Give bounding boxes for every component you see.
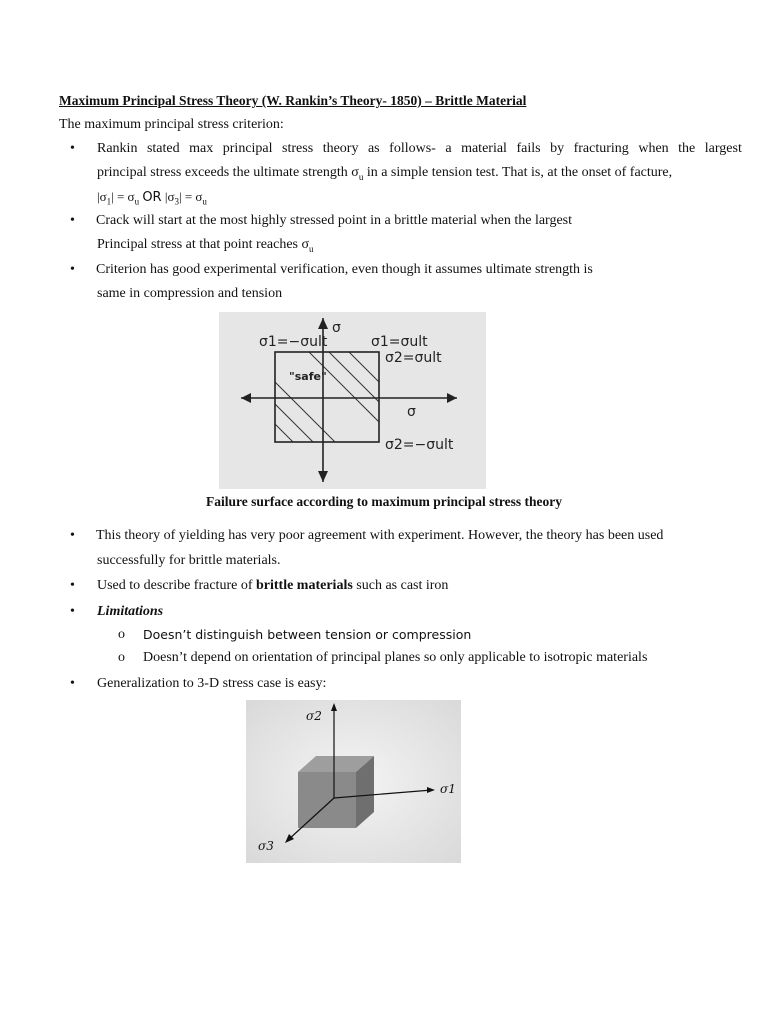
bullet-marker: • [70,141,75,156]
label-axis-right: σ [407,404,416,420]
word: stated [146,141,180,156]
word: largest [704,141,742,156]
bullet1-line3: $|\sigma_1| = \sigma_u$ OR $|\sigma_3| = \sigma_u$ [97,189,207,207]
cube-front-face [298,772,356,828]
bullet2-line1: Crack will start at the most highly stressed point in a brittle material when the largest [96,213,573,228]
section-heading: Maximum Principal Stress Theory (W. Rankin’s Theory- 1850) – Brittle Material [59,93,527,108]
label-sigma2-neg: σ2=−σult [385,437,454,453]
word: principal [222,141,273,156]
label-sigma3: σ3 [258,839,274,853]
arrow-down-icon [318,471,328,482]
bullet2-line2: Principal stress at that point reaches $\sigma_u$ [97,237,314,254]
word: as [367,141,380,156]
bullet-marker: • [70,528,75,543]
bullet-marker: • [70,262,75,277]
stress-3d-diagram [246,700,461,863]
bullet4-line1: This theory of yielding has very poor agreement with experiment. However, the theory has been used [96,528,664,543]
word: material [461,141,507,156]
intro-text: The maximum principal stress criterion: [59,117,284,132]
bullet3-line1: Criterion has good experimental verification, even though it assumes ultimate strength is [96,262,593,277]
bullet-marker: • [70,676,75,691]
hatch-lines [275,352,389,448]
word: by [550,141,565,156]
label-sigma2: σ2 [306,709,322,723]
bullet-marker: • [70,578,75,593]
label-axis-up: σ [332,320,341,336]
failure-surface-diagram [219,312,486,489]
word: a [445,141,452,156]
word: max [189,141,214,156]
arrow-up-icon [318,318,328,329]
bullet7-text: Generalization to 3-D stress case is easy: [97,676,327,691]
word: fails [516,141,541,156]
bullet1-line1 [97,141,742,157]
failure-surface-figure [219,312,486,489]
limitations-label: Limitations [97,604,164,619]
sub-bullet-marker: o [118,627,125,642]
figure1-caption: Failure surface according to maximum principal stress theory [205,494,563,509]
bullet4-line2: successfully for brittle materials. [97,553,281,568]
label-sigma1-neg: σ1=−σult [259,334,328,350]
word: Rankin [97,141,138,156]
sub-bullet-marker: o [118,650,125,665]
limitation-1: Doesn’t distinguish between tension or compression [143,627,472,642]
arrow-left-icon [241,393,251,403]
word: the [678,141,696,156]
word: follows- [389,141,436,156]
bullet-marker: • [70,213,75,228]
bullet1-line2: principal stress exceeds the ultimate strength $\sigma_u$ in a simple tension test. That is, at the onset of facture, [97,165,673,182]
arrow-right-icon [447,393,457,403]
label-sigma1: σ1 [440,782,456,796]
word: theory [322,141,359,156]
word: when [638,141,669,156]
bullet3-line2: same in compression and tension [97,286,283,301]
bullet5-text: Used to describe fracture of brittle materials such as cast iron [97,578,449,593]
word: stress [282,141,314,156]
label-safe: "safe" [289,370,327,383]
label-sigma1-pos: σ1=σult [371,334,428,350]
word: fracturing [573,141,629,156]
limitation-2: Doesn’t depend on orientation of principal planes so only applicable to isotropic materials [143,650,648,665]
stress-3d-figure [246,700,461,863]
label-sigma2-pos: σ2=σult [385,350,442,366]
bullet-marker: • [70,604,75,619]
